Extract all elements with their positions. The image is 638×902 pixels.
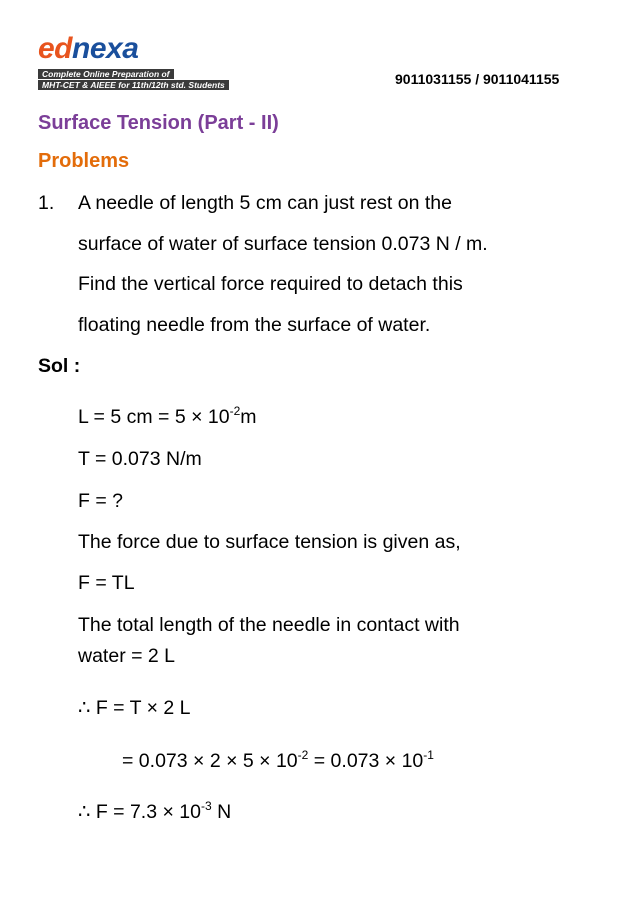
given-tension: T = 0.073 N/m <box>78 448 202 470</box>
logo-tagline-2: MHT-CET & AIEEE for 11th/12th std. Students <box>38 80 229 90</box>
logo-tagline-1: Complete Online Preparation of <box>38 69 174 79</box>
contact-line-1: The total length of the needle in contact with <box>78 614 460 636</box>
section-heading: Problems <box>38 150 130 172</box>
problem-line-3: Find the vertical force required to detach this <box>78 273 463 295</box>
problem-line-4: floating needle from the surface of water. <box>78 314 431 336</box>
phone-numbers: 9011031155 / 9011041155 <box>395 71 560 87</box>
formula: F = TL <box>78 572 135 594</box>
result: ∴ $F = 7.3 \times 10^{-3}$ N <box>78 799 232 823</box>
contact-line-2: water = 2 L <box>78 645 176 667</box>
logo-wordmark: ednexa <box>38 32 139 65</box>
step-2: = $0.073 \times 2 \times 5 \times 10^{-2} = 0.073 \times 10^{-1}$ <box>122 748 434 772</box>
given-length: L = 5 cm = $5 \times 10^{-2}m$ <box>78 404 257 428</box>
given-force: F = ? <box>78 490 123 512</box>
force-statement: The force due to surface tension is given as, <box>78 531 461 553</box>
solution-label: Sol : <box>38 355 81 377</box>
problem-line-1: A needle of length 5 cm can just rest on the <box>78 192 452 214</box>
step-1: ∴ F = T × 2 L <box>78 697 191 719</box>
problem-line-2: surface of water of surface tension 0.073 N / m. <box>78 233 488 255</box>
ednexa-logo <box>38 32 233 92</box>
problem-number: 1. <box>38 192 55 214</box>
page-title: Surface Tension (Part - II) <box>38 112 279 134</box>
